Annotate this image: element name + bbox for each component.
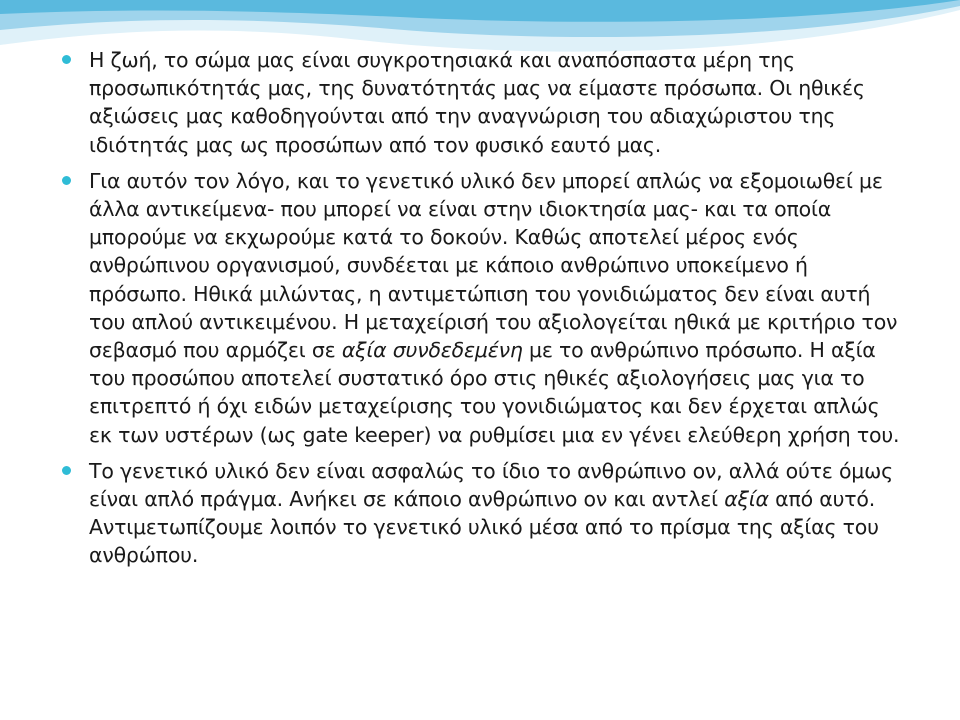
- bullet-text-part1: Για αυτόν τον λόγο, και το γενετικό υλικό δεν μπορεί απλώς να εξομοιωθεί με άλλα αντικείμενα- που μπορεί να είναι στην ιδιοκτησία μας- και τα οποία μπορούμε να εκχωρούμε κατά το δοκούν. Καθώς αποτελεί μέρος ενός ανθρώπινου οργανισμού, συνδέεται με κάποιο ανθρώπινο υποκείμενο ή πρόσωπο. Ηθικά μιλώντας, η αντιμετώπιση του γονιδιώματος δεν είναι αυτή του απλού αντικειμένου. Η μεταχείρισή του αξιολογείται ηθικά με κριτήριο τον σεβασμό που αρμόζει σε: [89, 168, 898, 363]
- bullet-text-part1: Το γενετικό υλικό δεν είναι ασφαλώς το ίδιο το ανθρώπινο ον, αλλά ούτε όμως είναι απλό πράγμα. Ανήκει σε κάποιο ανθρώπινο ον και αντλεί: [89, 458, 893, 512]
- bullet-text-part2: με το ανθρώπινο πρόσωπο. Η αξία του προσώπου αποτελεί συστατικό όρο στις ηθικές αξιολογήσεις μας για το επιτρεπτό ή όχι ειδών μεταχείρισης του γονιδιώματος και δεν έρχεται απλώς εκ των υστέρων (ως gate keeper) να ρυθμίσει μια εν γένει ελεύθερη χρήση του.: [89, 338, 900, 447]
- bullet-dot-icon: [62, 55, 71, 64]
- bullet-text-part2: από αυτό. Αντιμετωπίζουμε λοιπόν το γενετικό υλικό μέσα από το πρίσμα της αξίας του ανθρώπου.: [89, 487, 879, 568]
- bullet-item: [58, 457, 908, 570]
- bullet-dot-icon: [62, 176, 71, 185]
- bullet-item: [58, 46, 908, 159]
- bullet-item: [58, 167, 908, 449]
- bullet-emphasis: αξία συνδεδεμένη: [341, 338, 523, 363]
- bullet-dot-icon: [62, 466, 71, 475]
- bullet-emphasis: αξία: [724, 487, 769, 512]
- bullet-list: [58, 46, 908, 578]
- bullet-text: Η ζωή, το σώμα μας είναι συγκροτησιακά και αναπόσπαστα μέρη της προσωπικότητάς μας, της δυνατότητάς μας να είμαστε πρόσωπα. Οι ηθικές αξιώσεις μας καθοδηγούνται από την αναγνώριση του αδιαχώριστου της ιδιότητάς μας ως προσώπων από τον φυσικό εαυτό μας.: [89, 48, 865, 157]
